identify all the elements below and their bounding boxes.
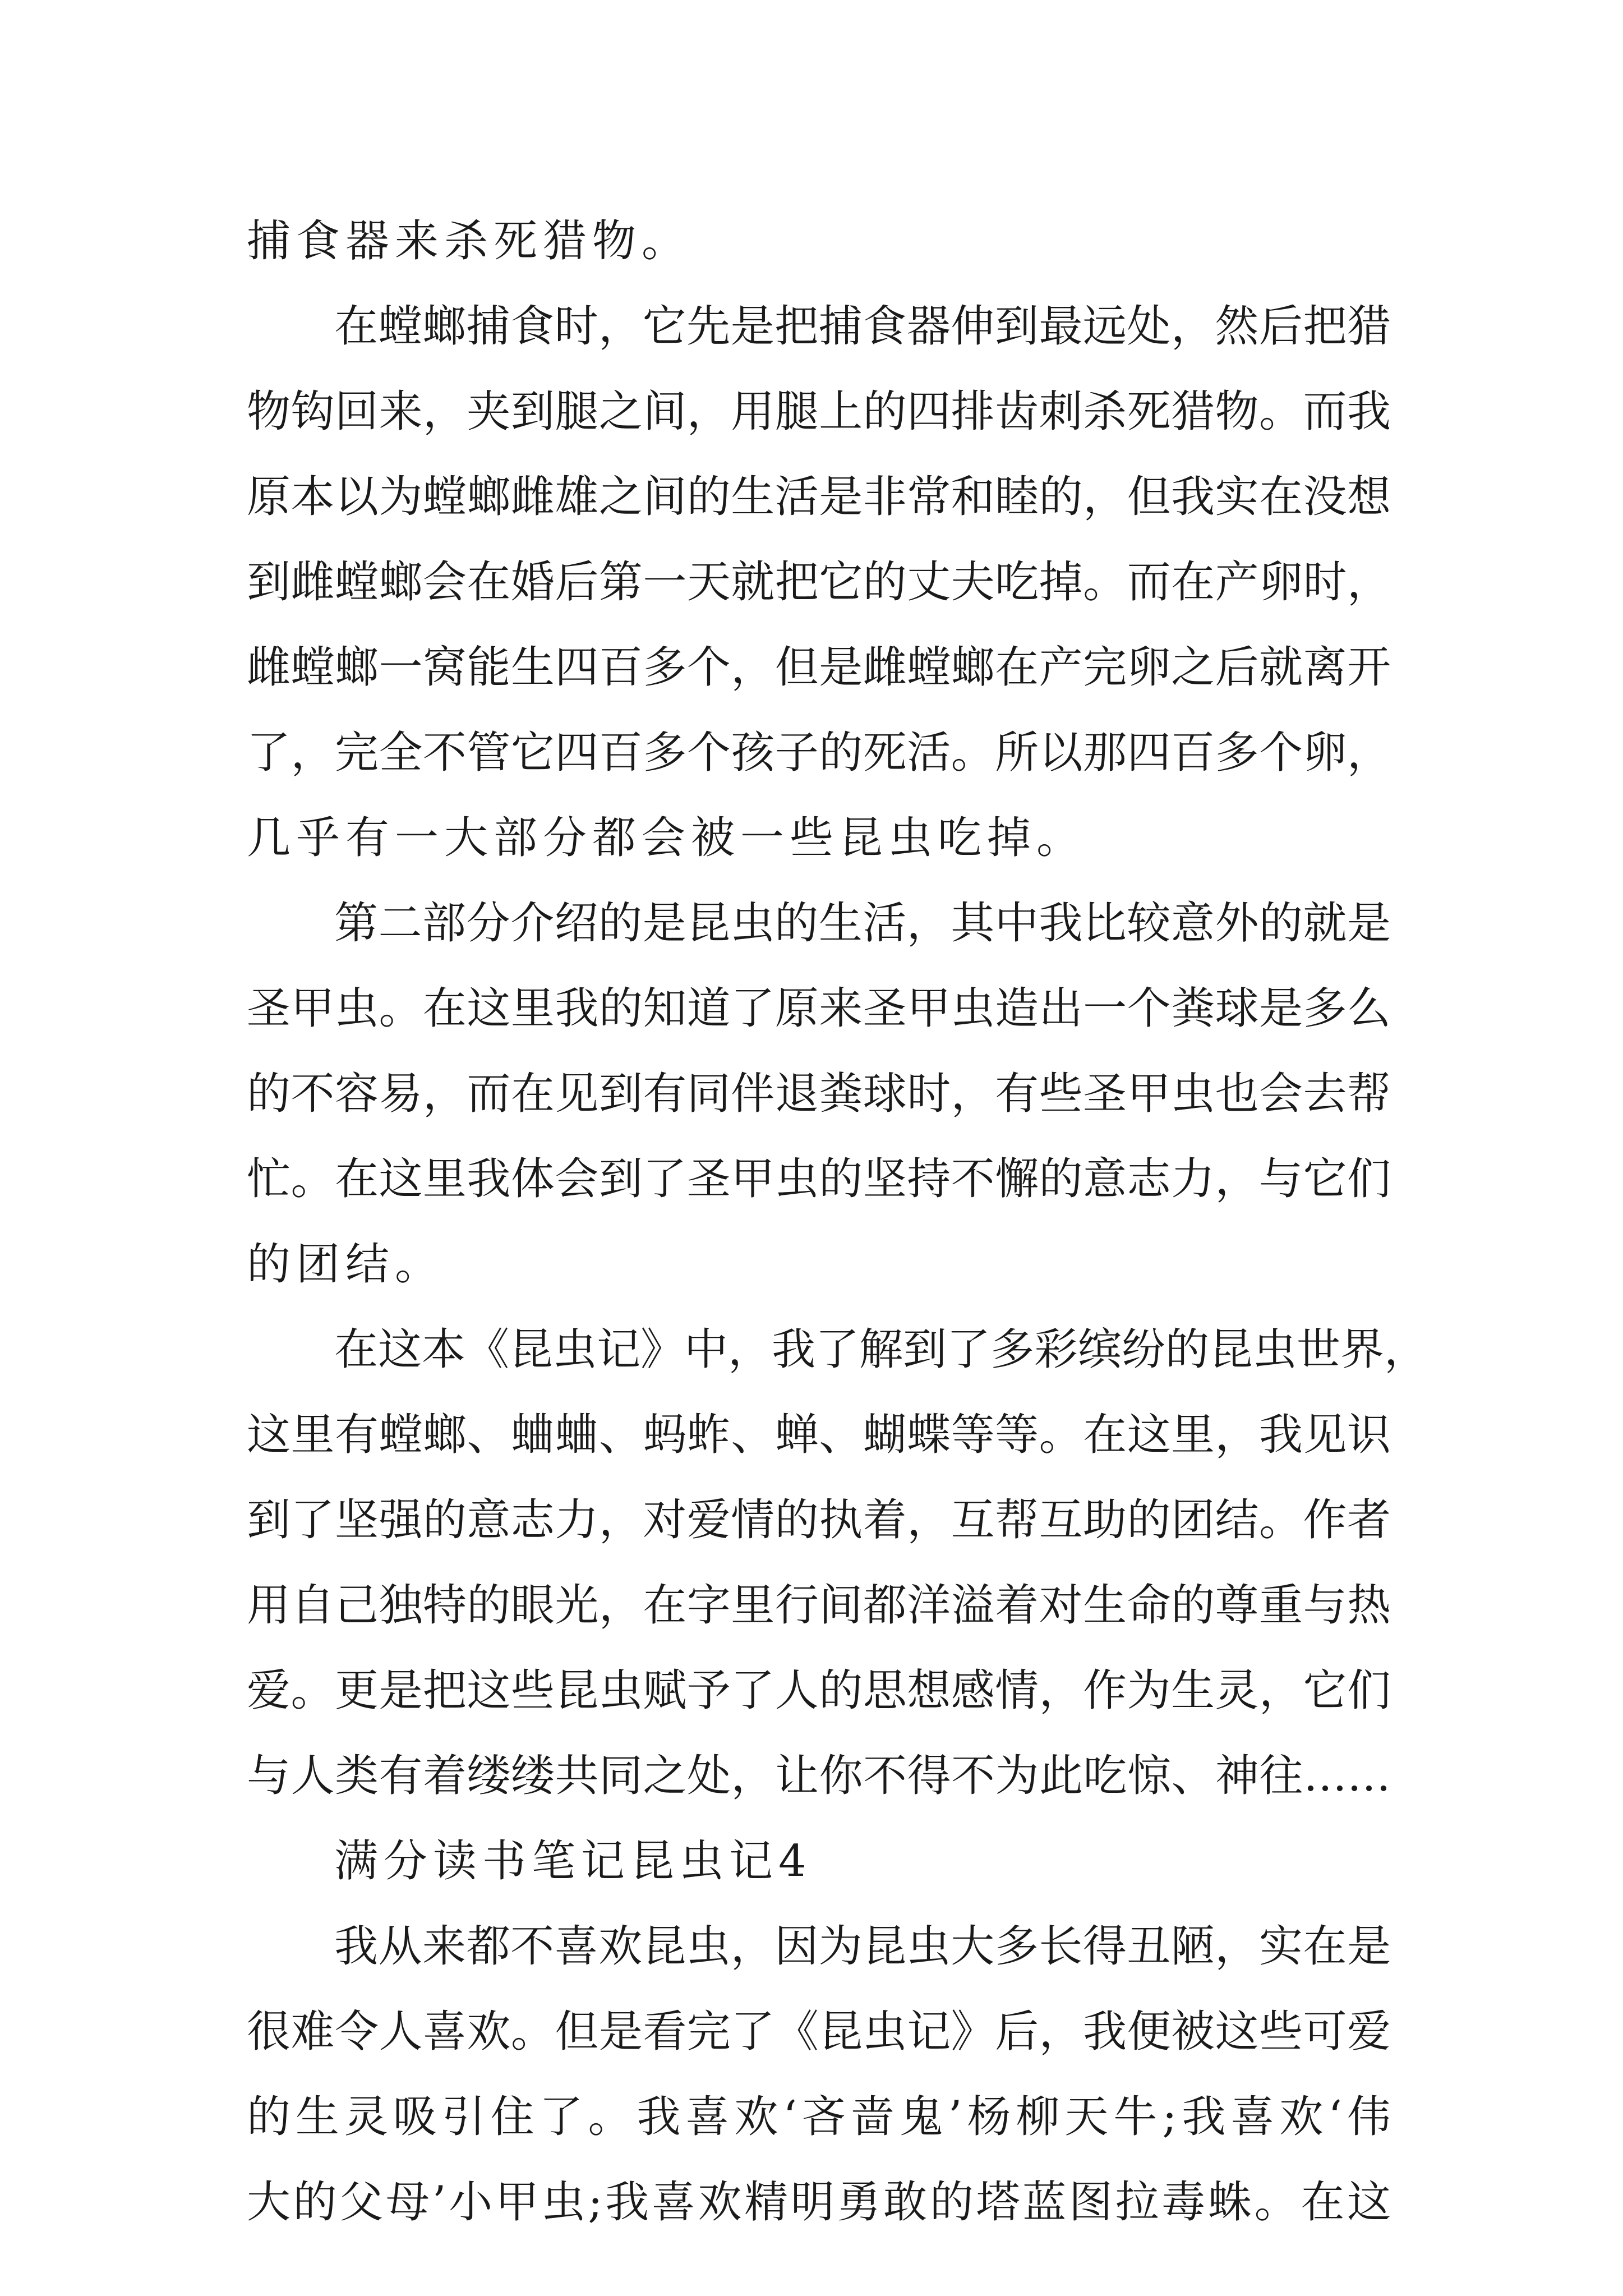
text-line: 很难令人喜欢。但是看完了《昆虫记》后，我便被这些可爱: [247, 2007, 1391, 2057]
text-line: 的团结。: [247, 1239, 445, 1290]
paragraph-start-line: 在螳螂捕食时，它先是把捕食器伸到最远处，然后把猎: [334, 301, 1391, 352]
paragraph-start-line: 我从来都不喜欢昆虫，因为昆虫大多长得丑陋，实在是: [334, 1921, 1391, 1972]
text-line: 爱。更是把这些昆虫赋予了人的思想感情，作为生灵，它们: [247, 1665, 1391, 1716]
text-line: 大的父母’小甲虫;我喜欢精明勇敢的塔蓝图拉毒蛛。在这: [247, 2177, 1391, 2228]
text-line: 的不容易，而在见到有同伴退粪球时，有些圣甲虫也会去帮: [247, 1069, 1391, 1119]
text-line: 的生灵吸引住了。我喜欢‘吝啬鬼’杨柳天牛;我喜欢‘伟: [247, 2092, 1391, 2142]
paragraph-start-line: 在这本《昆虫记》中，我了解到了多彩缤纷的昆虫世界，: [334, 1324, 1428, 1375]
section-heading: 满分读书笔记昆虫记4: [334, 1836, 812, 1887]
text-line: 这里有螳螂、蛐蛐、蚂蚱、蝉、蝴蝶等等。在这里，我见识: [247, 1410, 1391, 1460]
text-line: 原本以为螳螂雌雄之间的生活是非常和睦的，但我实在没想: [247, 472, 1391, 522]
text-line: 忙。在这里我体会到了圣甲虫的坚持不懈的意志力，与它们: [247, 1154, 1391, 1204]
text-line: 用自己独特的眼光，在字里行间都洋溢着对生命的尊重与热: [247, 1580, 1391, 1631]
text-line: 与人类有着缕缕共同之处，让你不得不为此吃惊、神往……: [247, 1751, 1391, 1801]
text-line: 物钩回来，夹到腿之间，用腿上的四排齿刺杀死猎物。而我: [247, 386, 1391, 437]
text-line: 圣甲虫。在这里我的知道了原来圣甲虫造出一个粪球是多么: [247, 983, 1391, 1034]
text-line: 了，完全不管它四百多个孩子的死活。所以那四百多个卵，: [247, 728, 1391, 778]
text-line: 到了坚强的意志力，对爱情的执着，互帮互助的团结。作者: [247, 1495, 1391, 1545]
paragraph-start-line: 第二部分介绍的是昆虫的生活，其中我比较意外的就是: [334, 898, 1391, 949]
text-line: 雌螳螂一窝能生四百多个，但是雌螳螂在产完卵之后就离开: [247, 642, 1391, 693]
text-line: 几乎有一大部分都会被一些昆虫吃掉。: [247, 813, 1086, 863]
text-line: 到雌螳螂会在婚后第一天就把它的丈夫吃掉。而在产卵时，: [247, 557, 1391, 608]
text-line: 捕食器来杀死猎物。: [247, 216, 691, 266]
